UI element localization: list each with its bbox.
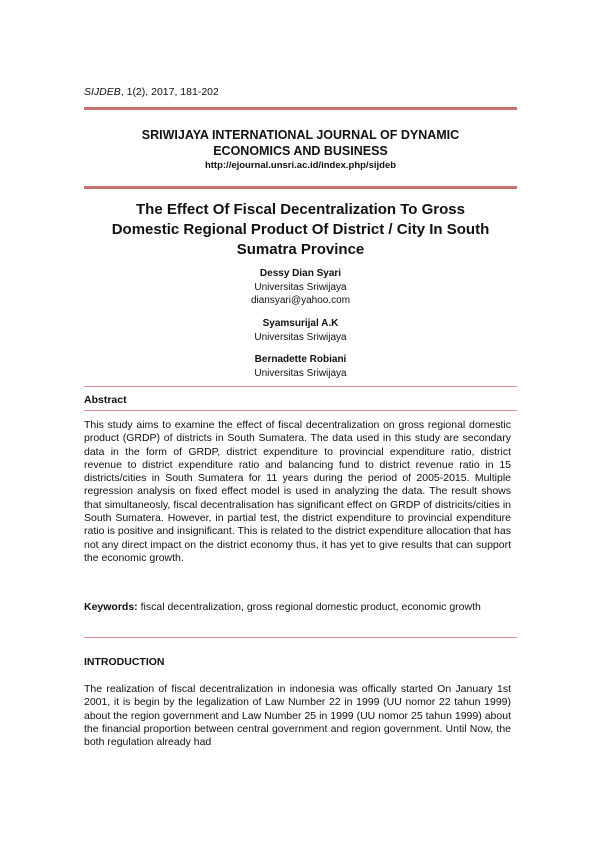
paper-title-line-3: Sumatra Province bbox=[236, 241, 365, 258]
paper-title-line-2: Domestic Regional Product Of District / City In South bbox=[111, 221, 490, 238]
author-affiliation: Universitas Sriwijaya bbox=[254, 281, 347, 293]
author-name: Dessy Dian Syari bbox=[259, 268, 342, 279]
paper-title-line-1: The Effect Of Fiscal Decentralization To Gross bbox=[136, 201, 465, 218]
journal-url[interactable]: http://ejournal.unsri.ac.id/index.php/sijdeb bbox=[204, 160, 397, 171]
introduction-heading: INTRODUCTION bbox=[84, 656, 165, 668]
author-name: Bernadette Robiani bbox=[254, 354, 347, 365]
author-block bbox=[84, 353, 517, 380]
abstract-heading: Abstract bbox=[84, 394, 127, 406]
introduction-text: The realization of fiscal decentralization in indonesia was offically started On January 1st 2001, it is begin by the legalization of Law Number 22 in 1999 (UU nomor 22 tahun 1999) about the region government and Law Number 25 in 1999 (UU nomor 25 tahun 1999) about the financial proportion between central government and region government. Until Now, the both regulation already had bbox=[84, 683, 511, 749]
journal-name-line-2: ECONOMICS AND BUSINESS bbox=[213, 144, 388, 158]
journal-name bbox=[84, 127, 517, 159]
journal-name-line-1: SRIWIJAYA INTERNATIONAL JOURNAL OF DYNAMIC bbox=[141, 128, 460, 142]
author-name: Syamsurijal A.K bbox=[262, 318, 339, 329]
abstract-text: This study aims to examine the effect of fiscal decentralization on gross regional domestic product (GRDP) of districts in South Sumatera. The data used in this study are secondary data in the form of GRDP, district expenditure to provincial expenditure ratio, district revenue to district expenditure ratio and balancing fund to district revenue ratio in 15 districts/cities in South Sumatera for 11 years during the period of 2005-2015. Multiple regression analysis on fixed effect model is used in analyzing the data. The result shows that simultaneosly, fiscal decentralisation has significant effect on GRDP of districits/cities in South Sumatera. However, in partial test, the district expenditure to provincial expenditure ratio is positive and insignificant. This is related to the district expenditure allocation that has not any direct impact on the district economy thus, it has yet to give results that can support the economic growth. bbox=[84, 419, 511, 564]
author-affiliation: Universitas Sriwijaya bbox=[254, 367, 347, 379]
abstract-rule-top bbox=[84, 386, 517, 387]
author-affiliation: Universitas Sriwijaya bbox=[254, 331, 347, 343]
keywords-text: fiscal decentralization, gross regional domestic product, economic growth bbox=[137, 601, 481, 613]
abstract-rule-bottom bbox=[84, 637, 517, 638]
journal-citation bbox=[84, 86, 219, 98]
keywords-label: Keywords: bbox=[84, 601, 138, 613]
header-rule-top bbox=[84, 107, 517, 110]
author-email[interactable]: diansyari@yahoo.com bbox=[250, 295, 351, 306]
header-rule-bottom bbox=[84, 186, 517, 189]
citation-details: , 1(2), 2017, 181-202 bbox=[120, 86, 219, 98]
journal-abbrev: SIJDEB bbox=[84, 86, 121, 98]
paper-title bbox=[84, 200, 517, 260]
author-block bbox=[84, 267, 517, 308]
keywords bbox=[84, 601, 511, 614]
author-block bbox=[84, 317, 517, 344]
abstract-rule-under-heading bbox=[84, 410, 517, 411]
